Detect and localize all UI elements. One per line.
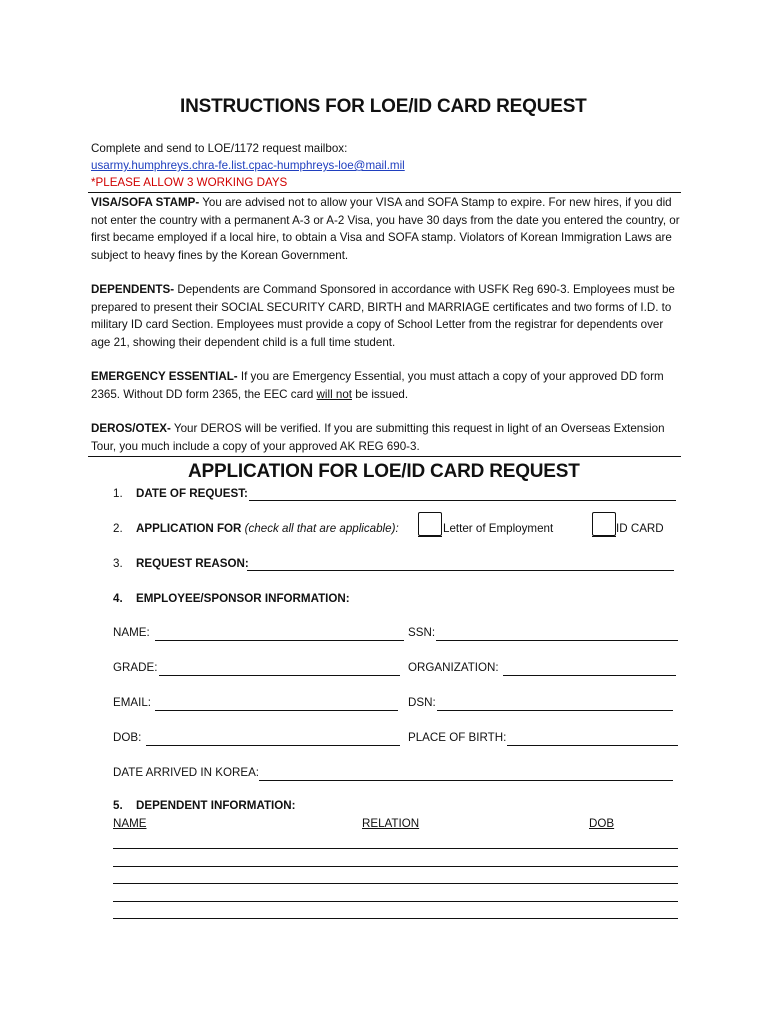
deros-heading: DEROS/OTEX-: [91, 422, 171, 435]
dependent-row-line[interactable]: [113, 883, 678, 884]
dependents-text: Dependents are Command Sponsored in accordance with USFK Reg 690-3. Employees must be prepared to present their SOCIAL SECURITY CARD, BIRTH and MARRIAGE certificates and two forms of I.D. to military ID card Section. Employees must provide a copy of School Letter from the registrar for dependents over age 21, showing their dependent child is a full time student.: [91, 283, 675, 349]
item1-number: 1.: [113, 487, 123, 500]
organization-field[interactable]: [503, 675, 676, 676]
dob-field[interactable]: [146, 745, 400, 746]
dependents-section: [91, 281, 681, 351]
ssn-field[interactable]: [436, 640, 678, 641]
application-title: APPLICATION FOR LOE/ID CARD REQUEST: [188, 461, 580, 482]
dependent-relation-header: RELATION: [362, 817, 420, 830]
dependent-row-line[interactable]: [113, 848, 678, 849]
employee-sponsor-label: EMPLOYEE/SPONSOR INFORMATION:: [136, 592, 350, 605]
application-for-hint: (check all that are applicable):: [241, 522, 399, 535]
emergency-heading: EMERGENCY ESSENTIAL-: [91, 370, 238, 383]
dob-label: DOB:: [113, 731, 142, 744]
loe-check-underline: [418, 536, 442, 537]
emergency-text-2: be issued.: [352, 387, 409, 401]
visa-sofa-section: [91, 194, 681, 264]
dsn-label: DSN:: [408, 696, 436, 709]
item5-number: 5.: [113, 799, 123, 812]
letter-of-employment-checkbox[interactable]: [418, 512, 442, 536]
dependent-row-line[interactable]: [113, 918, 678, 919]
request-reason-label: REQUEST REASON:: [136, 557, 249, 570]
dependent-info-label: DEPENDENT INFORMATION:: [136, 799, 296, 812]
organization-label: ORGANIZATION:: [408, 661, 499, 674]
id-card-label: ID CARD: [616, 522, 664, 535]
emergency-text-1: If you are Emergency Essential, you must attach a copy of your approved DD form 2365. Without DD form 2365, the EEC card: [91, 370, 664, 401]
id-check-underline: [592, 536, 616, 537]
dependent-row-line[interactable]: [113, 901, 678, 902]
date-arrived-label: DATE ARRIVED IN KOREA:: [113, 766, 260, 779]
deros-section: [91, 420, 681, 455]
dependent-row-line[interactable]: [113, 866, 678, 867]
visa-heading: VISA/SOFA STAMP-: [91, 196, 200, 209]
name-label: NAME:: [113, 626, 150, 639]
item2-number: 2.: [113, 522, 123, 535]
email-label: EMAIL:: [113, 696, 152, 709]
request-reason-field[interactable]: [247, 570, 674, 571]
date-of-request-label: DATE OF REQUEST:: [136, 487, 248, 500]
letter-of-employment-label: Letter of Employment: [443, 522, 554, 535]
top-divider: [88, 192, 681, 193]
item3-number: 3.: [113, 557, 123, 570]
application-for-label: [136, 522, 399, 535]
date-arrived-field[interactable]: [259, 780, 673, 781]
dependent-dob-header: DOB: [589, 817, 615, 830]
place-of-birth-field[interactable]: [507, 745, 678, 746]
date-of-request-field[interactable]: [249, 500, 676, 501]
dependents-heading: DEPENDENTS-: [91, 283, 175, 296]
instructions-title: INSTRUCTIONS FOR LOE/ID CARD REQUEST: [180, 96, 587, 117]
dsn-field[interactable]: [437, 710, 673, 711]
middle-divider: [88, 456, 681, 457]
mailbox-email-link[interactable]: usarmy.humphreys.chra-fe.list.cpac-humphreys-loe@mail.mil: [91, 159, 405, 172]
grade-field[interactable]: [159, 675, 400, 676]
dependent-name-header: NAME: [113, 817, 147, 830]
emergency-section: [91, 368, 681, 403]
place-of-birth-label: PLACE OF BIRTH:: [408, 731, 507, 744]
id-card-checkbox[interactable]: [592, 512, 616, 536]
ssn-label: SSN:: [408, 626, 436, 639]
grade-label: GRADE:: [113, 661, 158, 674]
emergency-will-not: will not: [316, 387, 352, 401]
item4-number: 4.: [113, 592, 123, 605]
deros-text: Your DEROS will be verified. If you are submitting this request in light of an Overseas Extension Tour, you much include a copy of your approved AK REG 690-3.: [91, 422, 665, 453]
send-instructions: Complete and send to LOE/1172 request mailbox:: [91, 142, 348, 155]
visa-text: You are advised not to allow your VISA and SOFA Stamp to expire. For new hires, if you did not enter the country with a permanent A-3 or A-2 Visa, you have 30 days from the date you entered the country, or first became employed if a local hire, to obtain a Visa and SOFA stamp. Violators of Korean Immigration Laws are subject to heavy fines by the Korean Government.: [91, 196, 680, 262]
allow-days-notice: *PLEASE ALLOW 3 WORKING DAYS: [91, 176, 288, 189]
email-field[interactable]: [155, 710, 398, 711]
name-field[interactable]: [155, 640, 404, 641]
application-for-text: APPLICATION FOR: [136, 522, 242, 535]
